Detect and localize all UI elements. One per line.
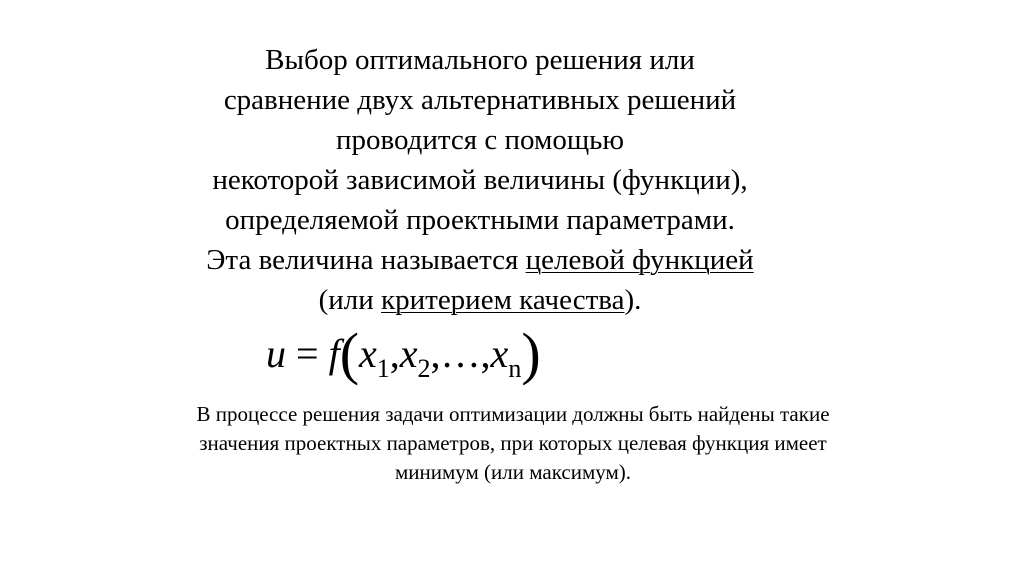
term-objective-function: целевой функцией xyxy=(525,244,754,276)
formula-lhs: u xyxy=(266,331,286,376)
main-line-7 xyxy=(130,280,830,320)
main-line-6-text: Эта величина называется xyxy=(206,244,526,276)
formula-var-n: x xyxy=(490,331,509,376)
main-text xyxy=(130,40,830,320)
objective-function-formula xyxy=(266,322,541,386)
formula-ellipsis: ,…, xyxy=(430,331,491,376)
main-line-4: некоторой зависимой величины (функции), xyxy=(212,164,748,196)
formula-function: f xyxy=(328,331,340,376)
main-line-5: определяемой проектными параметрами. xyxy=(225,204,735,236)
main-line-6 xyxy=(130,240,830,280)
formula-open-paren: ( xyxy=(339,321,360,386)
note-line-3: минимум (или максимум). xyxy=(394,460,631,484)
formula-var-2: x xyxy=(399,331,418,376)
main-line-7-prefix: (или xyxy=(318,284,382,316)
formula-sub-n: n xyxy=(508,354,522,383)
formula-var-1: x xyxy=(359,331,377,376)
main-line-2: сравнение двух альтернативных решений xyxy=(223,84,737,116)
main-line-7-suffix: ). xyxy=(624,284,642,316)
formula-close-paren: ) xyxy=(521,321,541,386)
formula-sub-1: 1 xyxy=(376,354,390,383)
note-text xyxy=(100,400,926,487)
main-line-1: Выбор оптимального решения или xyxy=(265,44,695,76)
term-quality-criterion: критерием качества xyxy=(381,284,625,316)
note-line-1: В процессе решения задачи оптимизации должны быть найдены такие xyxy=(196,402,830,426)
main-line-3: проводится с помощью xyxy=(335,124,625,156)
note-line-2: значения проектных параметров, при которых целевая функция имеет xyxy=(199,431,827,455)
formula-comma: , xyxy=(389,331,400,376)
formula-equals: = xyxy=(286,331,329,376)
formula-sub-2: 2 xyxy=(417,354,431,383)
